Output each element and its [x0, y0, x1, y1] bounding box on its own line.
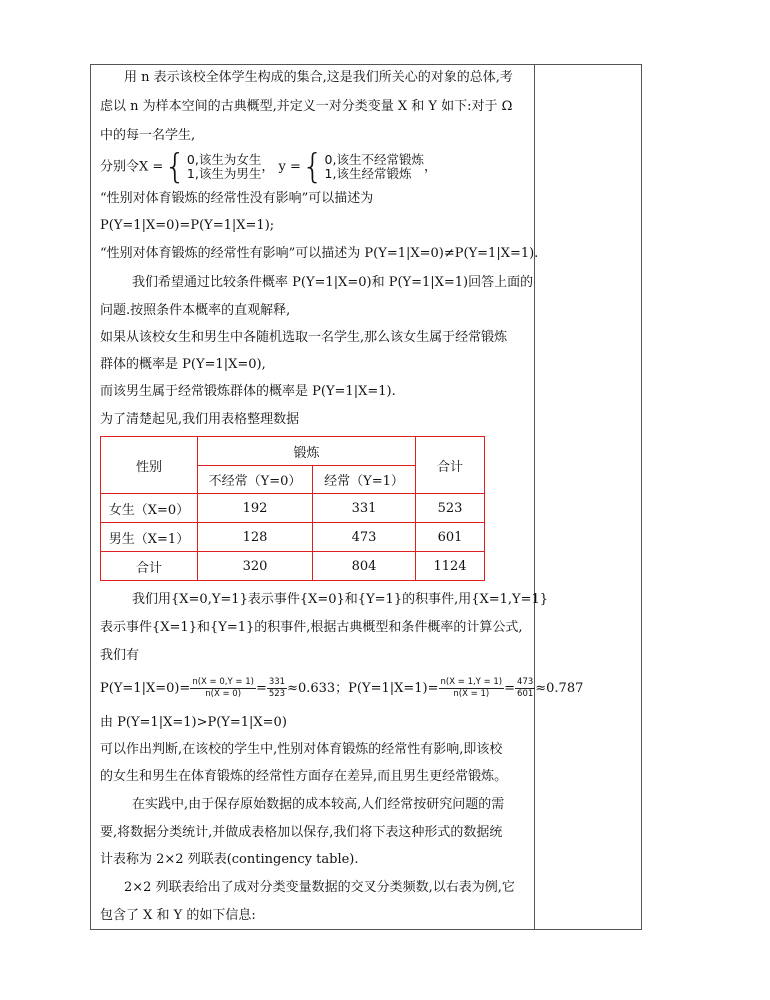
- text-line: 而该男生属于经常锻炼群体的概率是 P(Y=1|X=1).: [100, 384, 396, 399]
- cell-value: 473: [313, 523, 416, 552]
- row-label: 男生（X=1）: [101, 523, 198, 552]
- text-line: 用 n 表示该校全体学生构成的集合,这是我们所关心的对象的总体,考: [124, 70, 513, 85]
- fraction: [267, 677, 287, 700]
- row-label: 女生（X=0）: [101, 494, 198, 523]
- fraction: [515, 677, 535, 700]
- text-line: 要,将数据分类统计,并做成表格加以保存,我们将下表这种形式的数据统: [100, 825, 503, 840]
- left-brace: {: [301, 147, 324, 187]
- cell-value: 192: [198, 494, 313, 523]
- cell-total: 1124: [416, 552, 485, 581]
- fraction-numerator: n(X = 0,Y = 1): [192, 677, 254, 687]
- header-not-often: 不经常（Y=0）: [198, 466, 313, 494]
- fraction-denominator: n(X = 1): [453, 689, 490, 699]
- x-case-0: 0,该生为女生: [186, 152, 262, 167]
- header-gender: 性别: [101, 437, 198, 494]
- text-line: 中的每一名学生,: [100, 128, 196, 143]
- header-exercise: 锻炼: [198, 437, 416, 466]
- text-line: 在实践中,由于保存原始数据的成本较高,人们经常按研究问题的需: [132, 797, 505, 812]
- y-cases: [325, 153, 424, 181]
- formula-lhs: P(Y=1|X=0)=: [100, 681, 191, 696]
- text-line: 我们希望通过比较条件概率 P(Y=1|X=0)和 P(Y=1|X=1)回答上面的: [132, 275, 534, 290]
- table-row: [101, 552, 485, 581]
- fraction-numerator: 331: [268, 677, 286, 687]
- column-divider: [534, 65, 535, 929]
- y-case-0: 0,该生不经常锻炼: [324, 152, 424, 167]
- table-row: [101, 494, 485, 523]
- text-line: 2×2 列联表给出了成对分类变量数据的交叉分类频数,以右表为例,它: [124, 880, 515, 895]
- def-tail: ，: [423, 159, 437, 175]
- cell-total: 601: [416, 523, 485, 552]
- probability-formula: [100, 676, 583, 702]
- cell-value: 320: [198, 552, 313, 581]
- text-line: 的女生和男生在体育锻炼的经常性方面存在差异,而且男生更经常锻炼。: [100, 769, 508, 784]
- variable-definition: [100, 147, 437, 187]
- fraction: [190, 677, 256, 700]
- x-cases: [187, 153, 261, 181]
- header-often: 经常（Y=1）: [313, 466, 416, 494]
- fraction-denominator: n(X = 0): [205, 689, 242, 699]
- y-case-1: 1,该生经常锻炼: [324, 166, 412, 181]
- cell-value: 804: [313, 552, 416, 581]
- approx-value: ≈0.633；P(Y=1|X=1)=: [287, 681, 439, 696]
- text-line: “性别对体育锻炼的经常性有影响”可以描述为 P(Y=1|X=0)≠P(Y=1|X=1).: [100, 246, 539, 261]
- fraction: [439, 677, 505, 700]
- fraction-numerator: 473: [517, 677, 534, 687]
- header-total: 合计: [416, 437, 485, 494]
- text-line: 我们有: [100, 648, 140, 663]
- text-line: 表示事件{X=1}和{Y=1}的积事件,根据古典概型和条件概率的计算公式,: [100, 620, 523, 635]
- approx-value: ≈0.787: [535, 681, 584, 696]
- def-mid: ， y =: [261, 159, 301, 175]
- cell-value: 128: [198, 523, 313, 552]
- equals-sign: =: [504, 681, 516, 696]
- fraction-denominator: 601: [517, 689, 534, 699]
- text-line: 群体的概率是 P(Y=1|X=0),: [100, 357, 266, 372]
- cell-total: 523: [416, 494, 485, 523]
- equals-sign: =: [255, 681, 267, 696]
- text-line: “性别对体育锻炼的经常性没有影响”可以描述为: [100, 191, 374, 206]
- fraction-denominator: 523: [268, 689, 286, 699]
- text-line: 问题.按照条件本概率的直观解释,: [100, 303, 291, 318]
- left-brace: {: [164, 147, 186, 187]
- x-case-1: 1,该生为男生: [186, 166, 262, 181]
- text-line: 可以作出判断,在该校的学生中,性别对体育锻炼的经常性有影响,即该校: [100, 742, 503, 757]
- text-line: 为了清楚起见,我们用表格整理数据: [100, 412, 300, 427]
- contingency-table: [100, 436, 485, 581]
- text-line: 我们用{X=0,Y=1}表示事件{X=0}和{Y=1}的积事件,用{X=1,Y=1}: [132, 592, 549, 607]
- text-line: 计表称为 2×2 列联表(contingency table).: [100, 852, 359, 867]
- def-prefix: 分别令X =: [100, 159, 164, 175]
- fraction-numerator: n(X = 1,Y = 1): [440, 677, 503, 687]
- cell-value: 331: [313, 494, 416, 523]
- text-line: 如果从该校女生和男生中各随机选取一名学生,那么该女生属于经常锻炼: [100, 330, 508, 345]
- text-line: P(Y=1|X=0)=P(Y=1|X=1);: [100, 218, 275, 233]
- text-line: 包含了 X 和 Y 的如下信息:: [100, 908, 256, 923]
- row-label: 合计: [101, 552, 198, 581]
- text-line: 虑以 n 为样本空间的古典概型,并定义一对分类变量 X 和 Y 如下:对于 Ω: [100, 99, 513, 114]
- table-row: [101, 523, 485, 552]
- text-line: 由 P(Y=1|X=1)>P(Y=1|X=0): [100, 715, 287, 730]
